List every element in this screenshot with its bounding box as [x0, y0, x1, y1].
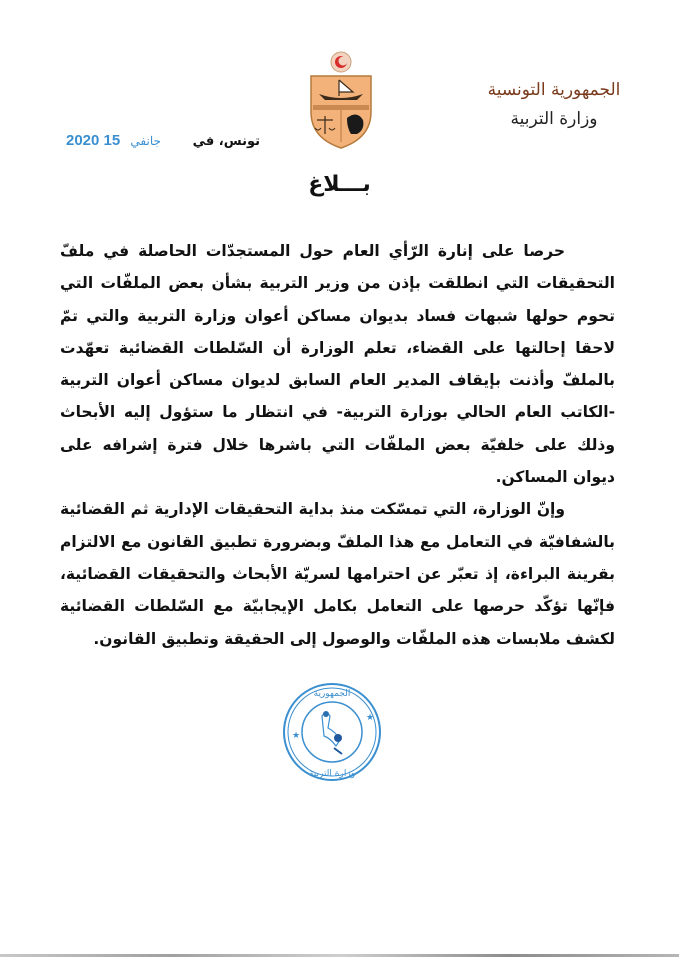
place-prefix: تونس، في — [192, 134, 260, 149]
communique-body — [60, 235, 615, 655]
date-stamp-year: 2020 — [66, 132, 100, 149]
dateline — [60, 128, 260, 156]
republic-name: الجمهورية التونسية — [487, 80, 621, 100]
letterhead — [484, 78, 624, 132]
paragraph-1: حرصا على إنارة الرّأي العام حول المستجدّات الحاصلة في ملفّ التحقيقات التي انطلقت بإذن من وزير التربية بشأن بعض الملفّات التي تحوم حولها شبهات فساد بديوان مساكن أعوان وزارة التربية والتي تمّ لاحقا إحالتها على القضاء، تعلم الوزارة أن السّلطات القضائية تعهّدت بالملفّ وأذنت بإيقاف المدير العام السابق لديوان مساكن أعوان التربية -الكاتب العام الحالي بوزارة التربية- في انتظار ما ستؤول إليه الأبحاث وذلك على خلفيّة بعض الملفّات التي باشرها خلال فترة إشرافه على ديوان المساكن. — [60, 242, 615, 487]
svg-text:★: ★ — [292, 731, 301, 741]
svg-text:★: ★ — [366, 713, 375, 723]
tunisia-coat-of-arms-icon — [305, 50, 377, 150]
svg-text:الجمهورية: الجمهورية — [313, 689, 351, 699]
document-title: بـــلاغ — [308, 172, 371, 197]
date-stamp-month: جانفي — [130, 134, 161, 148]
date-stamp-day: 15 — [103, 132, 121, 149]
date-stamp — [66, 132, 167, 149]
svg-text:وزارة التربية: وزارة التربية — [308, 769, 356, 779]
ministry-round-seal-icon — [280, 680, 385, 785]
ministry-name: وزارة التربية — [510, 109, 598, 129]
page-bottom-edge — [0, 954, 679, 957]
paragraph-2: وإنّ الوزارة، التي تمسّكت منذ بداية التحقيقات الإدارية ثم القضائية بالشفافيّة في التعامل مع هذا الملفّ وبضرورة تطبيق القانون مع الالتزام بقرينة البراءة، إذ تعبّر عن احترامها لسريّة الأبحاث والتحقيقات القضائية، فإنّها تؤكّد حرصها على التعامل بكامل الإيجابيّة مع السّلطات القضائية لكشف ملابسات هذه الملفّات والوصول إلى الحقيقة وتطبيق القانون. — [60, 500, 615, 648]
